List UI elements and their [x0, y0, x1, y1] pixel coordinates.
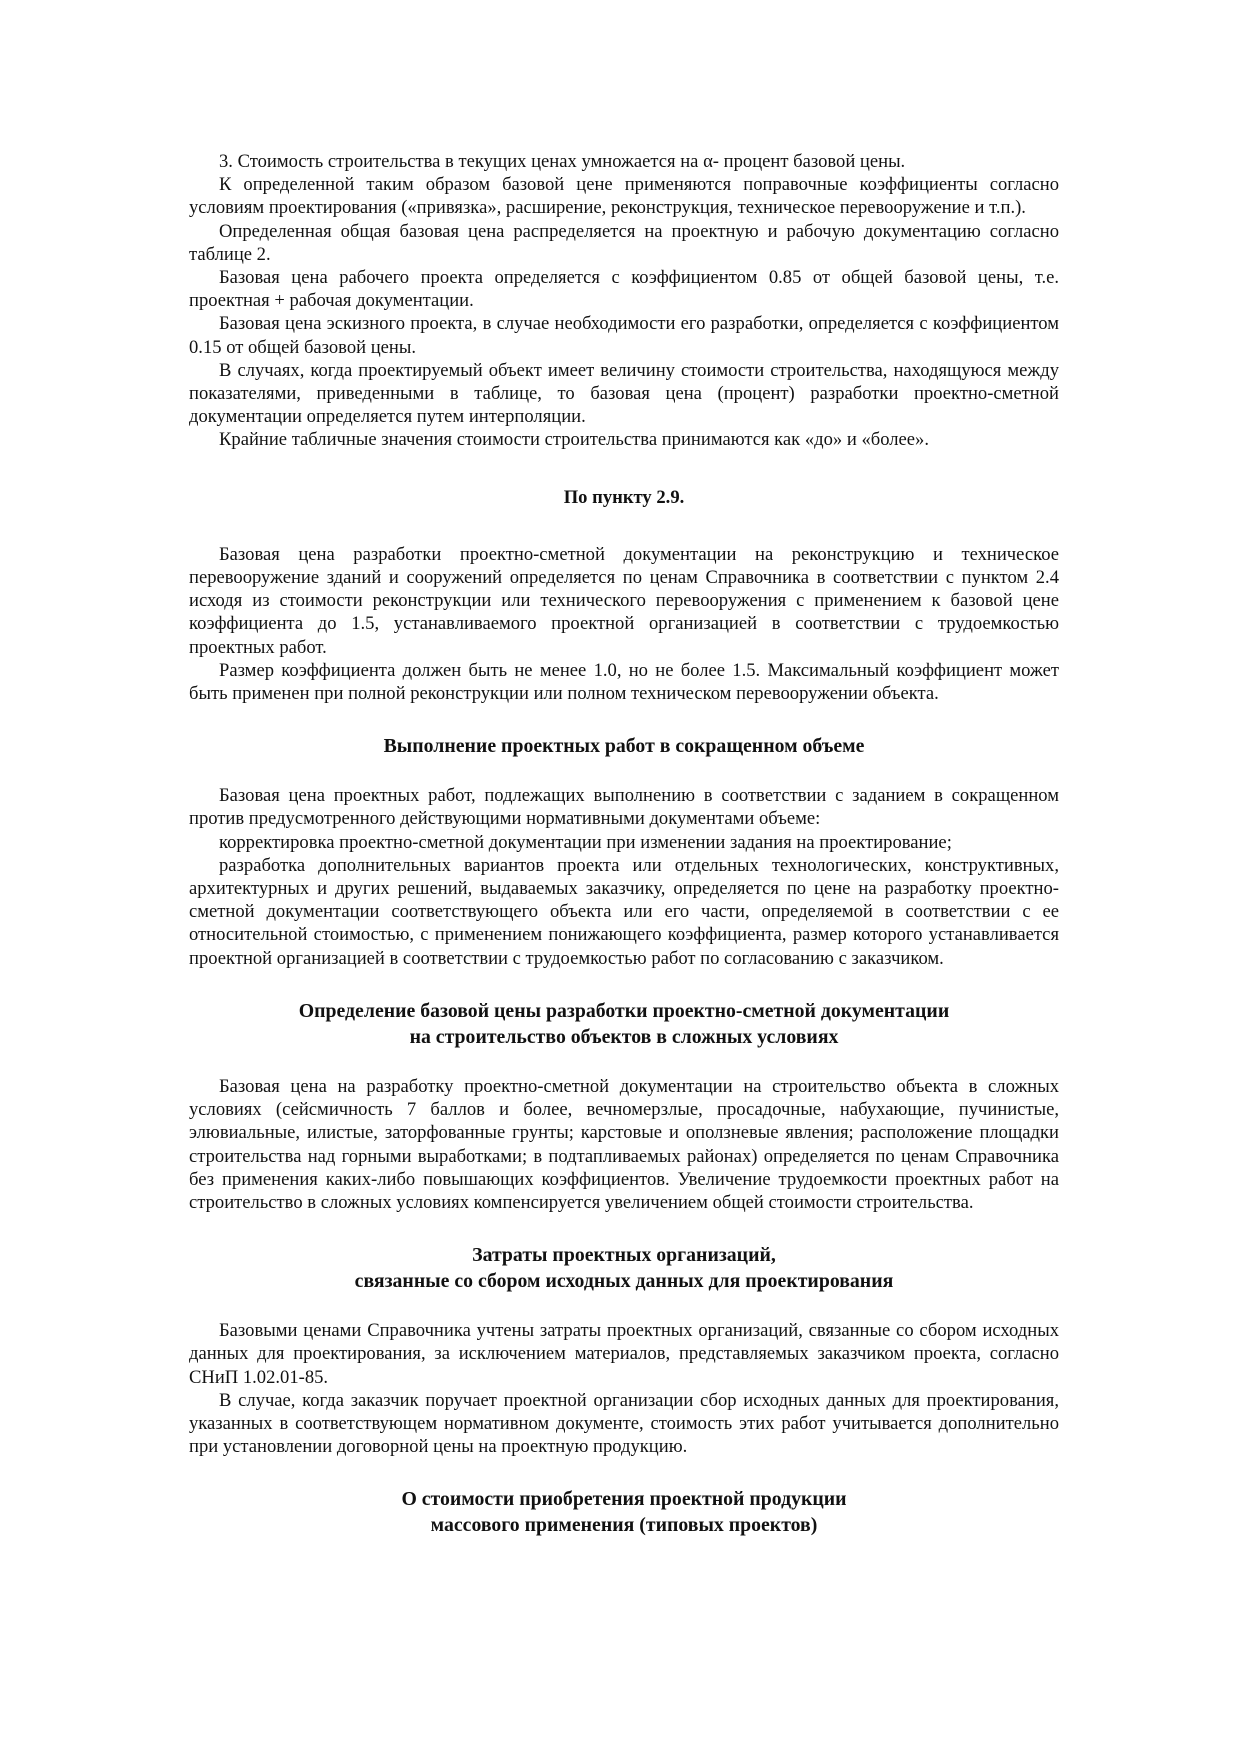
paragraph: В случае, когда заказчик поручает проектной организации сбор исходных данных для проектирования, указанных в соответствующем нормативном документе, стоимость этих работ учитывается дополнительно при установлении договорной цены на проектную продукцию.: [189, 1389, 1059, 1458]
section-difficult-conditions: [189, 1075, 1059, 1214]
section-heading-line-1: Определение базовой цены разработки проектно-сметной документации: [298, 999, 950, 1022]
paragraph: Размер коэффициента должен быть не менее 1.0, но не более 1.5. Максимальный коэффициент может быть применен при полной реконструкции или полном техническом перевооружении объекта.: [189, 659, 1059, 705]
section-source-data-costs: [189, 1319, 1059, 1458]
paragraph: корректировка проектно-сметной документации при изменении задания на проектирование;: [219, 831, 952, 853]
section-heading: Выполнение проектных работ в сокращенном объеме: [383, 735, 865, 758]
paragraph: В случаях, когда проектируемый объект имеет величину стоимости строительства, находящуюся между показателями, приведенными в таблице, то базовая цена (процент) разработки проектно-сметной документации определяется путем интерполяции.: [189, 359, 1059, 428]
section-heading: По пункту 2.9.: [563, 486, 685, 508]
section-heading-line-1: Затраты проектных организаций,: [472, 1244, 776, 1267]
section-base-price-distribution: [189, 150, 1059, 452]
paragraph: 3. Стоимость строительства в текущих ценах умножается на α- процент базовой цены.: [219, 151, 906, 172]
paragraph: Базовая цена рабочего проекта определяется с коэффициентом 0.85 от общей базовой цены, т.е. проектная + рабочая документации.: [189, 267, 1059, 312]
section-heading-line-2: связанные со сбором исходных данных для проектирования: [354, 1270, 894, 1293]
section-reduced-scope: [189, 784, 1059, 970]
paragraph: Базовыми ценами Справочника учтены затраты проектных организаций, связанные со сбором исходных данных для проектирования, за исключением материалов, представляемых заказчиком проекта, согласно СНиП 1.02.01-85.: [189, 1320, 1059, 1388]
section-clause-2-9: [189, 543, 1059, 705]
paragraph: разработка дополнительных вариантов проекта или отдельных технологических, конструктивных, архитектурных и других решений, выдаваемых заказчику, определяется по цене на разработку проектно-сметной документации соответствующего объекта или его части, определяемой в соответствии с ее относительной стоимостью, с применением понижающего коэффициента, размер которого устанавливается проектной организацией в соответствии с трудоемкостью работ по согласованию с заказчиком.: [189, 854, 1059, 969]
section-heading-line-2: на строительство объектов в сложных условиях: [409, 1025, 839, 1048]
section-heading-line-2: массового применения (типовых проектов): [430, 1514, 818, 1537]
paragraph: Крайние табличные значения стоимости строительства принимаются как «до» и «более».: [219, 429, 929, 451]
section-heading-line-1: О стоимости приобретения проектной продукции: [401, 1488, 847, 1511]
paragraph: Базовая цена эскизного проекта, в случае необходимости его разработки, определяется с коэффициентом 0.15 от общей базовой цены.: [189, 313, 1059, 358]
paragraph: Базовая цена разработки проектно-сметной документации на реконструкцию и техническое перевооружение зданий и сооружений определяется по ценам Справочника в соответствии с пунктом 2.4 исходя из стоимости реконструкции или технического перевооружения с применением к базовой цене коэффициента до 1.5, устанавливаемого проектной организацией в соответствии с трудоемкостью проектных работ.: [189, 543, 1059, 658]
paragraph: К определенной таким образом базовой цене применяются поправочные коэффициенты согласно условиям проектирования («привязка», расширение, реконструкция, техническое перевооружение и т.п.).: [189, 174, 1059, 219]
paragraph: Базовая цена на разработку проектно-сметной документации на строительство объекта в сложных условиях (сейсмичность 7 баллов и более, вечномерзлые, просадочные, набухающие, пучинистые, элювиальные, илистые, заторфованные грунты; карстовые и оползневые явления; расположение площадки строительства над горными выработками; в подтапливаемых районах) определяется по ценам Справочника без применения каких-либо повышающих коэффициентов. Увеличение трудоемкости проектных работ на строительство в сложных условиях компенсируется увеличением общей стоимости строительства.: [189, 1075, 1059, 1213]
paragraph: Базовая цена проектных работ, подлежащих выполнению в соответствии с заданием в сокращенном против предусмотренного действующими нормативными документами объеме:: [189, 785, 1059, 830]
paragraph: Определенная общая базовая цена распределяется на проектную и рабочую документацию согласно таблице 2.: [189, 220, 1059, 265]
document-page: [189, 150, 1059, 1538]
